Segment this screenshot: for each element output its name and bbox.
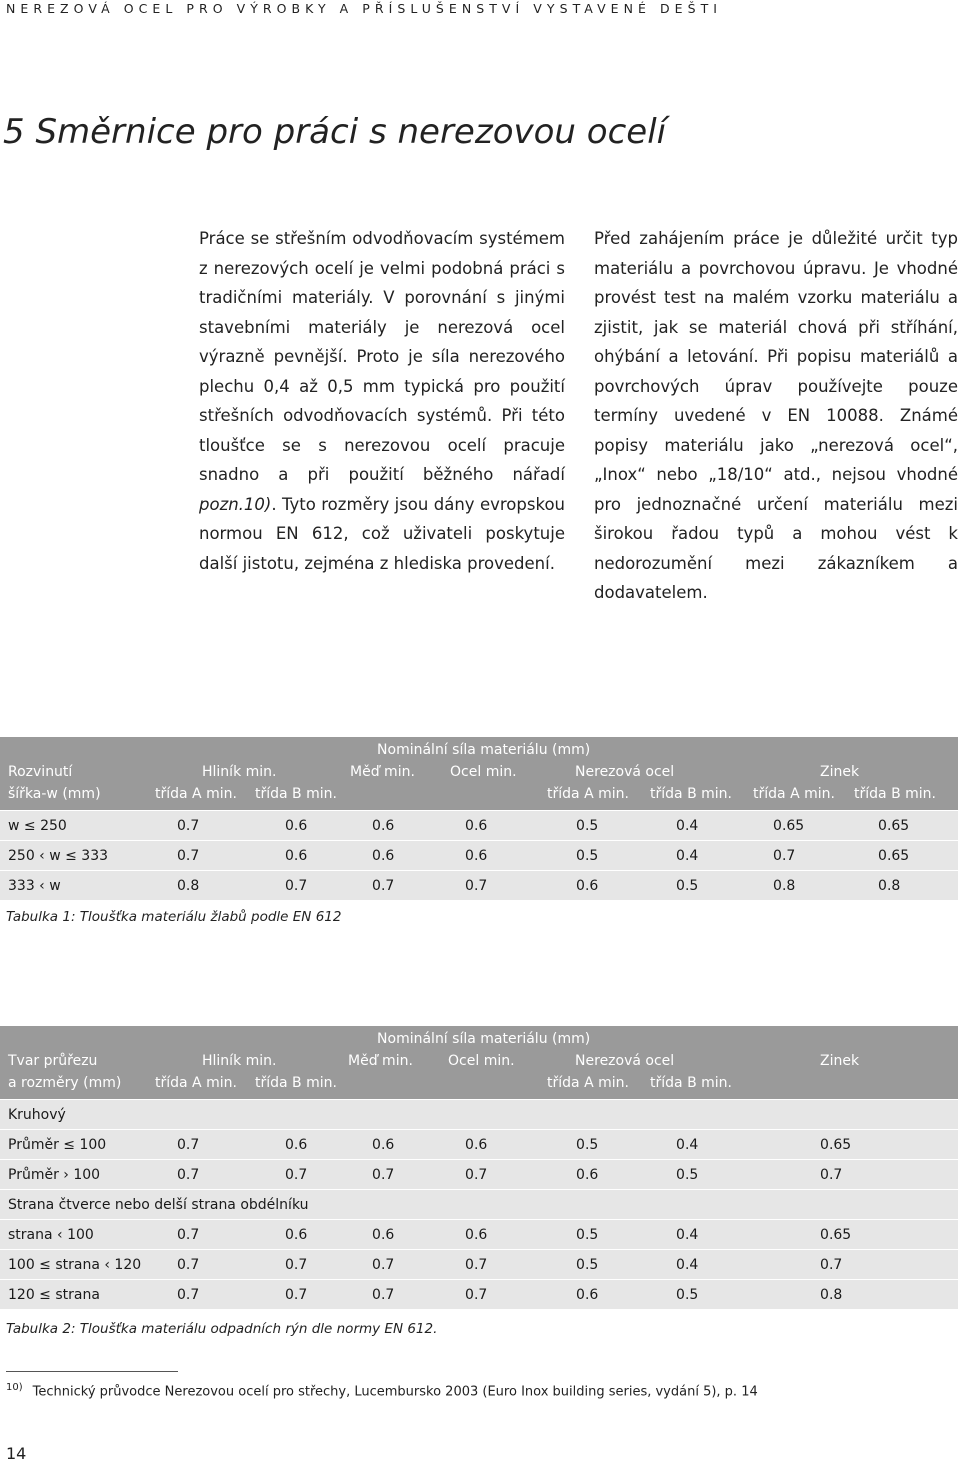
table-cell: 0.7 — [342, 1160, 435, 1190]
body-text-right: Před zahájením práce je důležité určit typ materiálu a povrchovou úpravu. Je vhodné provést test na malém vzorku materiálu a zjistit, jak se materiál chová při stříhání, ohýbání a letování. Při popisu materiálů a povrchových úprav používejte pouze termíny uvedené v EN 10088. Známé popisy materiálu jako „nerezová ocel“, „Inox“ nebo „18/10“ atd., nejsou vhodné pro jednoznačné určení materiálu mezi širokou řadou typů a mohou vést k nedorozumění mezi zákazníkem a dodavatelem. — [594, 229, 958, 602]
table-cell: 0.7 — [342, 1280, 435, 1310]
table-cell: 0.8 — [747, 1280, 958, 1310]
column-header: třída A min. — [747, 783, 850, 811]
column-header: třída B min. — [850, 783, 958, 811]
table-cell: 0.6 — [342, 811, 435, 841]
table-cell: 0.7 — [147, 811, 249, 841]
footnote-reference: pozn.10) — [199, 494, 272, 514]
table-cell: 0.6 — [435, 841, 543, 871]
table-cell: 0.4 — [646, 1130, 747, 1160]
group-header: Nominální síla materiálu (mm) — [342, 1026, 747, 1050]
column-header: třída B min. — [646, 1072, 747, 1100]
table-cell: 0.5 — [543, 811, 646, 841]
column-header: Zinek — [747, 1050, 958, 1072]
table-cell: 0.65 — [747, 1130, 958, 1160]
table-row — [0, 1220, 958, 1250]
table-cell: 0.6 — [435, 1220, 543, 1250]
group-header: Nominální síla materiálu (mm) — [342, 737, 747, 761]
column-header: Ocel min. — [435, 1050, 543, 1072]
column-header: Měď min. — [342, 761, 435, 783]
table-cell: 0.7 — [147, 1160, 249, 1190]
group-label: Strana čtverce nebo delší strana obdélníku — [0, 1190, 958, 1220]
table-cell: 0.65 — [850, 841, 958, 871]
table-cell: 0.6 — [249, 811, 342, 841]
column-header: třída B min. — [249, 783, 342, 811]
table-caption: Tabulka 1: Tloušťka materiálu žlabů podle EN 612 — [6, 909, 342, 925]
footnote-marker: 10) — [6, 1382, 23, 1393]
page-number: 14 — [6, 1444, 27, 1463]
row-label: 333 ‹ w — [0, 871, 147, 901]
table-cell: 0.65 — [850, 811, 958, 841]
left-paragraph-end: . Tyto rozměry jsou dány evropskou normou EN 612, což uživateli poskytuje další jistotu, zejména z hlediska provedení. — [199, 494, 565, 573]
table-cell: 0.5 — [646, 871, 747, 901]
column-header: Nerezová ocel — [543, 1050, 747, 1072]
table-cell: 0.7 — [342, 1250, 435, 1280]
downpipe-thickness-table — [0, 1026, 958, 1309]
table-row — [0, 841, 958, 871]
table-cell: 0.6 — [342, 841, 435, 871]
footnote-text: Technický průvodce Nerezovou ocelí pro střechy, Lucembursko 2003 (Euro Inox building series, vydání 5), p. 14 — [32, 1384, 758, 1400]
table-cell: 0.6 — [435, 1130, 543, 1160]
table-row — [0, 811, 958, 841]
gutter-thickness-table — [0, 737, 958, 900]
table-cell: 0.5 — [646, 1160, 747, 1190]
column-header: třída A min. — [147, 783, 249, 811]
column-header: a rozměry (mm) — [0, 1072, 147, 1100]
table-cell: 0.7 — [435, 871, 543, 901]
table-cell: 0.4 — [646, 1250, 747, 1280]
table-row — [0, 1250, 958, 1280]
table-cell: 0.4 — [646, 1220, 747, 1250]
table-cell: 0.7 — [147, 841, 249, 871]
table-cell: 0.6 — [543, 1280, 646, 1310]
footnote — [6, 1382, 758, 1399]
table-group-row — [0, 1190, 958, 1220]
row-label: 120 ≤ strana — [0, 1280, 147, 1310]
row-label: 250 ‹ w ≤ 333 — [0, 841, 147, 871]
table-cell: 0.6 — [342, 1130, 435, 1160]
table-cell: 0.7 — [249, 1280, 342, 1310]
chapter-title: 5 Směrnice pro práci s nerezovou ocelí — [3, 112, 667, 152]
table-cell: 0.7 — [435, 1160, 543, 1190]
table-group-row — [0, 1100, 958, 1130]
column-header: Nerezová ocel — [543, 761, 747, 783]
footnote-divider — [6, 1371, 178, 1372]
table-cell: 0.5 — [543, 1220, 646, 1250]
table-header-row — [0, 737, 958, 761]
table-header-row — [0, 1072, 958, 1100]
table-cell: 0.4 — [646, 841, 747, 871]
table-row — [0, 1160, 958, 1190]
column-header: šířka-w (mm) — [0, 783, 147, 811]
table-cell: 0.8 — [147, 871, 249, 901]
table-cell: 0.7 — [249, 1250, 342, 1280]
table-header-row — [0, 761, 958, 783]
row-label: strana ‹ 100 — [0, 1220, 147, 1250]
table-cell: 0.7 — [747, 1160, 958, 1190]
table-cell: 0.6 — [249, 1130, 342, 1160]
table-cell: 0.7 — [342, 871, 435, 901]
table-row — [0, 871, 958, 901]
table-cell: 0.6 — [543, 871, 646, 901]
column-header: třída B min. — [249, 1072, 342, 1100]
table-cell: 0.7 — [147, 1130, 249, 1160]
table-header-row — [0, 1026, 958, 1050]
table-cell: 0.5 — [543, 1250, 646, 1280]
table-cell: 0.6 — [342, 1220, 435, 1250]
body-text-left — [199, 224, 565, 578]
table-cell: 0.7 — [147, 1220, 249, 1250]
column-header: třída A min. — [147, 1072, 249, 1100]
group-label: Kruhový — [0, 1100, 958, 1130]
table-cell: 0.7 — [249, 871, 342, 901]
table-header-row — [0, 1050, 958, 1072]
table-cell: 0.5 — [543, 841, 646, 871]
table-caption: Tabulka 2: Tloušťka materiálu odpadních rýn dle normy EN 612. — [6, 1321, 438, 1337]
table-cell: 0.65 — [747, 1220, 958, 1250]
table-cell: 0.4 — [646, 811, 747, 841]
row-label: Průměr ≤ 100 — [0, 1130, 147, 1160]
running-header: NEREZOVÁ OCEL PRO VÝROBKY A PŘÍSLUŠENSTVÍ VYSTAVENÉ DEŠTI — [6, 1, 723, 16]
column-header: Hliník min. — [147, 1050, 342, 1072]
column-header: Rozvinutí — [0, 761, 147, 783]
column-header: Zinek — [747, 761, 958, 783]
table-cell: 0.6 — [543, 1160, 646, 1190]
column-header: třída A min. — [543, 1072, 646, 1100]
table-cell: 0.6 — [249, 841, 342, 871]
table-row — [0, 1130, 958, 1160]
table-cell: 0.8 — [747, 871, 850, 901]
row-label: 100 ≤ strana ‹ 120 — [0, 1250, 147, 1280]
table-cell: 0.5 — [646, 1280, 747, 1310]
table-cell: 0.7 — [435, 1280, 543, 1310]
row-label: w ≤ 250 — [0, 811, 147, 841]
table-header-row — [0, 783, 958, 811]
column-header: třída A min. — [543, 783, 646, 811]
table-cell: 0.7 — [747, 1250, 958, 1280]
table-cell: 0.8 — [850, 871, 958, 901]
table-cell: 0.7 — [147, 1250, 249, 1280]
column-header: Ocel min. — [435, 761, 543, 783]
column-header: třída B min. — [646, 783, 747, 811]
table-cell: 0.6 — [249, 1220, 342, 1250]
column-header: Měď min. — [342, 1050, 435, 1072]
table-cell: 0.65 — [747, 811, 850, 841]
table-cell: 0.7 — [147, 1280, 249, 1310]
table-cell: 0.7 — [249, 1160, 342, 1190]
table-cell: 0.7 — [435, 1250, 543, 1280]
table-cell: 0.5 — [543, 1130, 646, 1160]
left-paragraph-start: Práce se střešním odvodňovacím systémem z nerezových ocelí je velmi podobná práci s tradičními materiály. V porovnání s jinými stavebními materiály je nerezová ocel výrazně pevnější. Proto je síla nerezového plechu 0,4 až 0,5 mm typická pro použití střešních odvodňovacích systémů. Při této tloušťce se s nerezovou ocelí pracuje snadno a při použití běžného nářadí — [199, 229, 565, 484]
table-cell: 0.6 — [435, 811, 543, 841]
row-label: Průměr › 100 — [0, 1160, 147, 1190]
column-header: Tvar průřezu — [0, 1050, 147, 1072]
column-header: Hliník min. — [147, 761, 342, 783]
table-cell: 0.7 — [747, 841, 850, 871]
table-row — [0, 1280, 958, 1310]
